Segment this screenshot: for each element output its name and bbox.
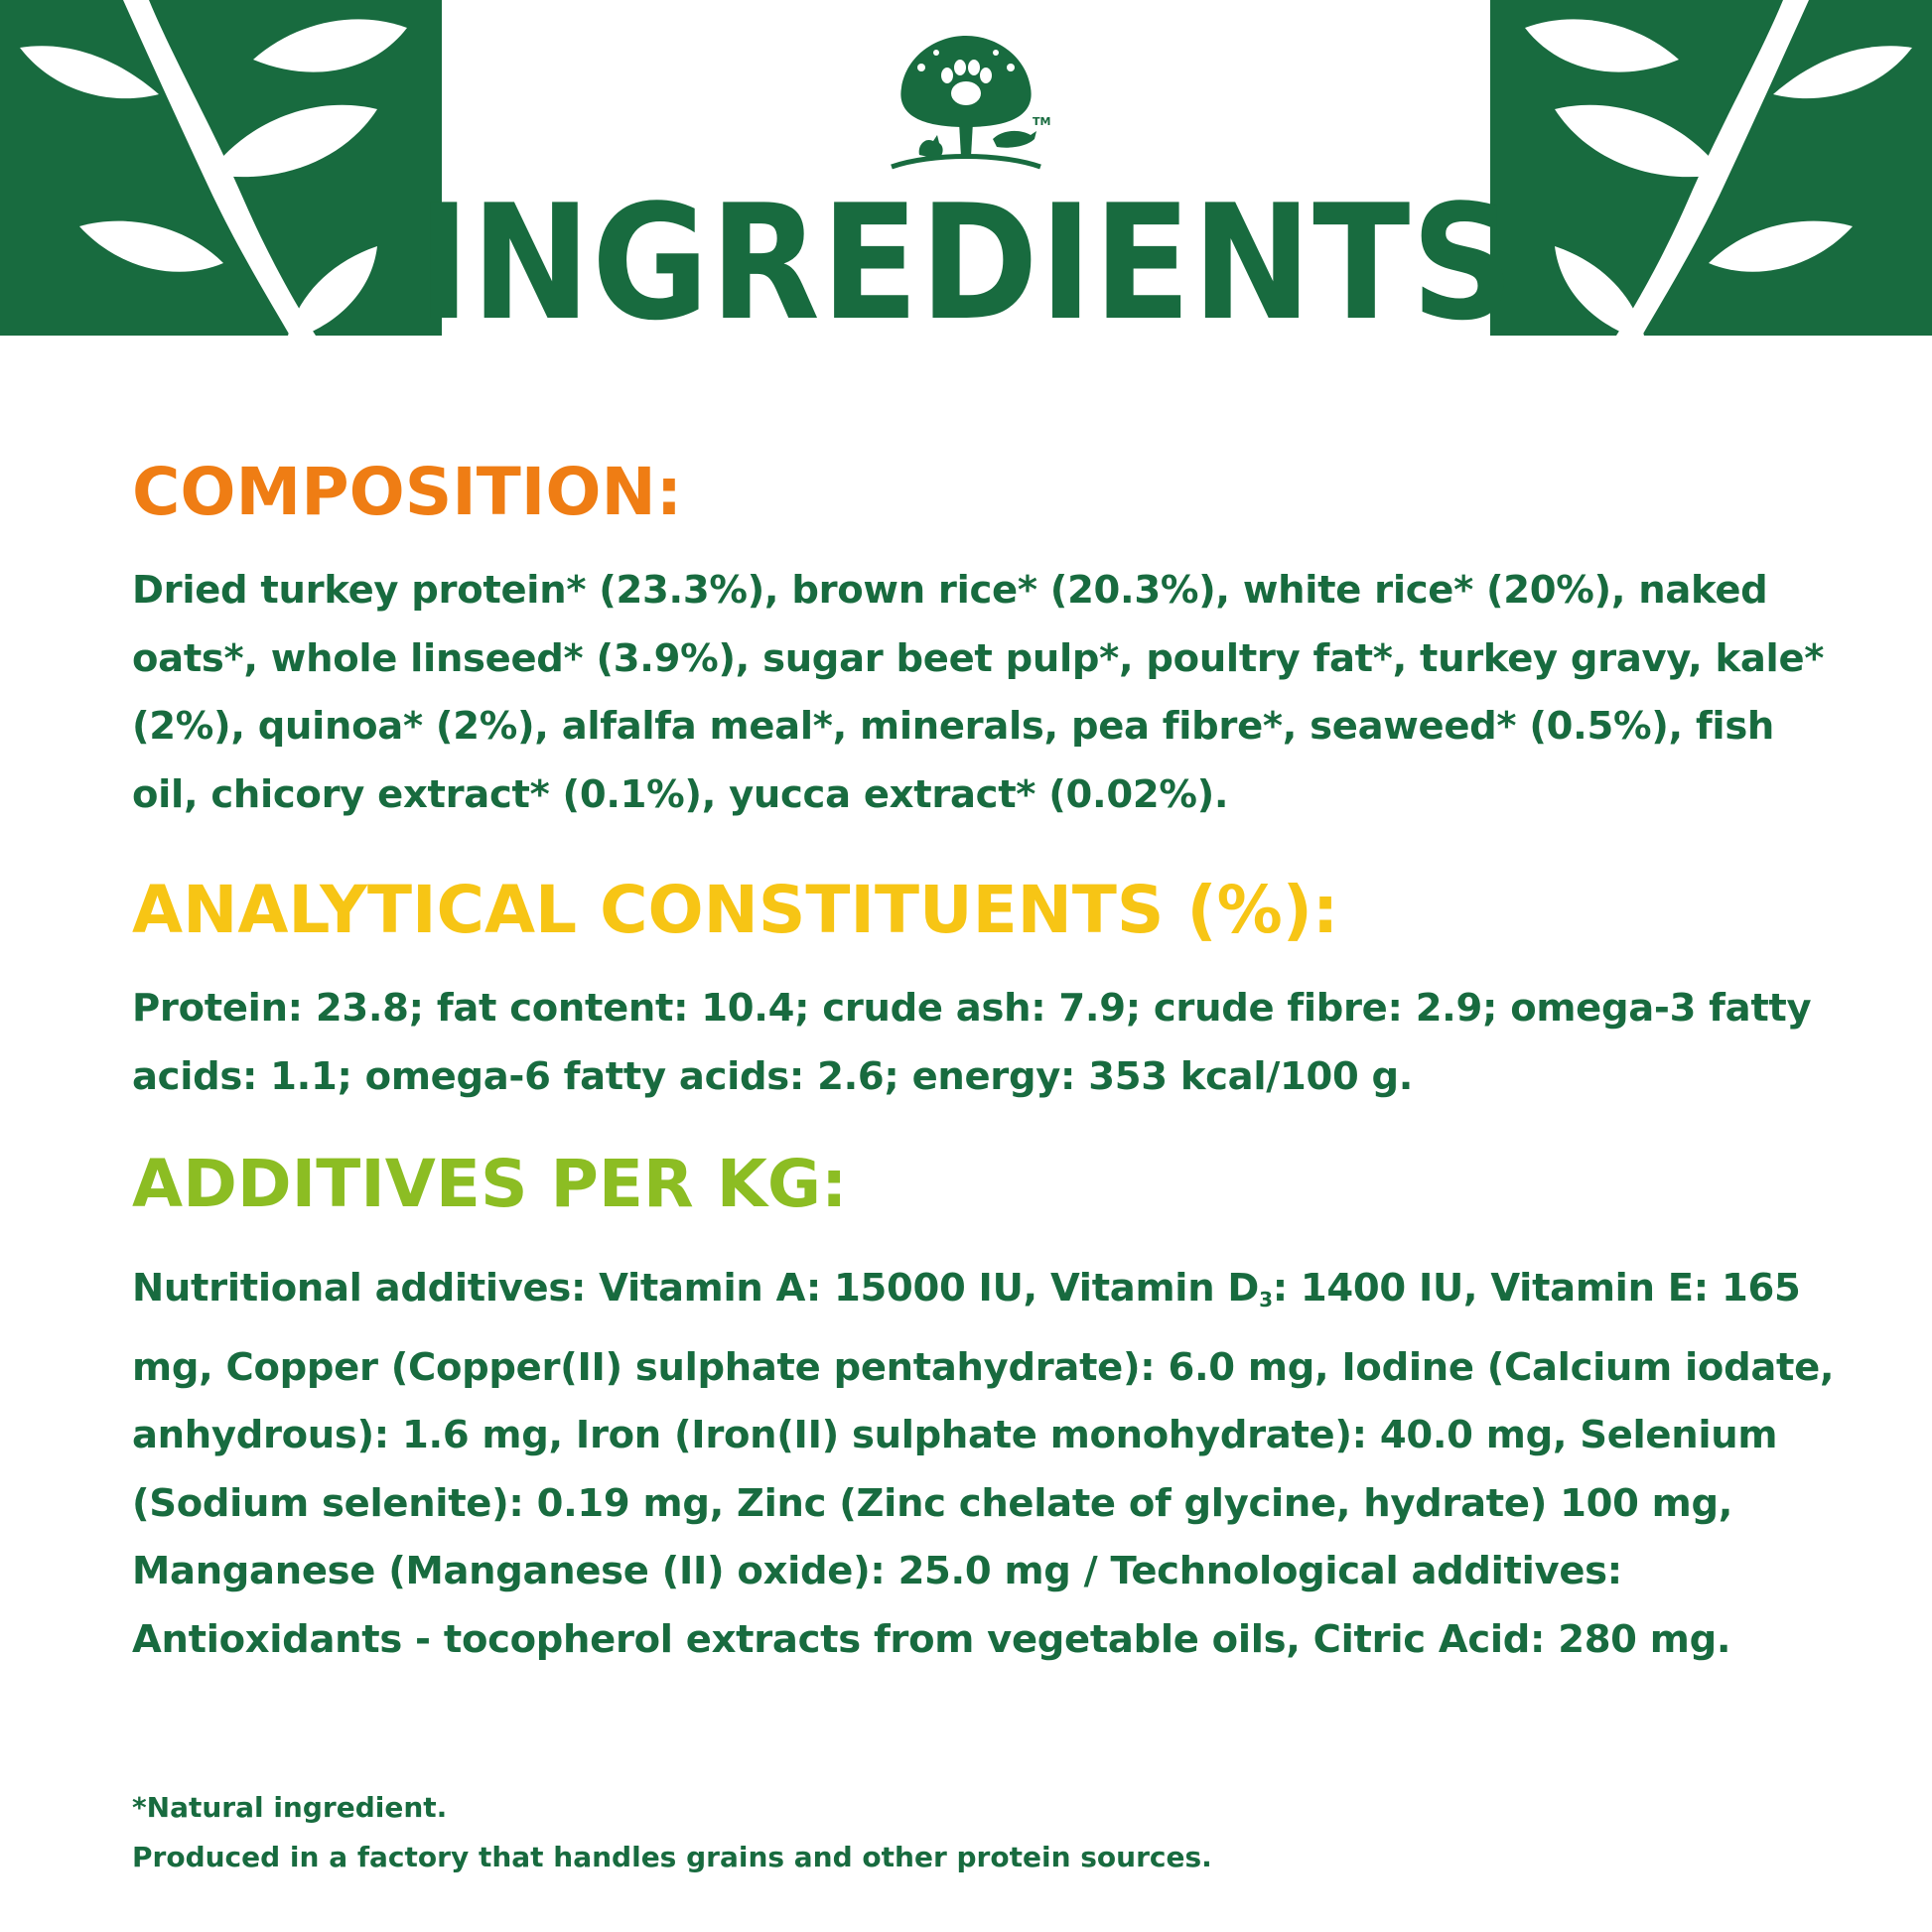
tree-paw-logo-icon xyxy=(882,28,1050,179)
additives-text xyxy=(132,1255,1840,1674)
page-title: INGREDIENTS xyxy=(416,170,1516,355)
composition-text: Dried turkey protein* (23.3%), brown rice* (20.3%), white rice* (20%), naked oats*, whole linseed* (3.9%), sugar beet pulp*, poultry fat*, turkey gravy, kale* (2%), quinoa* (2%), alfalfa meal*, minerals, pea fibre*, seaweed* (0.5%), fish oil, chicory extract* (0.1%), yucca extract* (0.02%). xyxy=(132,568,1825,817)
vitamin-d-subscript: 3 xyxy=(1259,1288,1273,1311)
trademark: TM xyxy=(1033,115,1050,128)
header xyxy=(0,0,1932,355)
factory-note: Produced in a factory that handles grains and other protein sources. xyxy=(132,1841,1212,1873)
additives-section xyxy=(132,1146,1840,1674)
footnotes xyxy=(132,1783,1840,1882)
additives-text-part1: Nutritional additives: Vitamin A: 15000 IU, Vitamin D xyxy=(132,1266,1260,1311)
natural-ingredient-note: *Natural ingredient. xyxy=(132,1791,448,1824)
analytical-constituents-heading: ANALYTICAL CONSTITUENTS (%): xyxy=(132,872,1339,948)
composition-heading: COMPOSITION: xyxy=(132,454,683,530)
analytical-constituents-section xyxy=(132,872,1840,1111)
additives-heading: ADDITIVES PER KG: xyxy=(132,1146,848,1222)
additives-text-part2: : 1400 IU, Vitamin E: 165 mg, Copper (Copper(II) sulphate pentahydrate): 6.0 mg, Iodine (Calcium iodate, anhydrous): 1.6 mg, Iron (Iron(II) sulphate monohydrate): 40.0 mg, Selenium (Sodium selenite): 0.19 mg, Zinc (Zinc chelate of glycine, hydrate) 100 mg, Manganese (Manganese (II) oxide): 25.0 mg / Technological additives: Antioxidants - tocopherol extracts from vegetable oils, Citric Acid: 280 mg. xyxy=(132,1266,1835,1662)
analytical-constituents-text: Protein: 23.8; fat content: 10.4; crude ash: 7.9; crude fibre: 2.9; omega-3 fatty acids: 1.1; omega-6 fatty acids: 2.6; energy: 353 kcal/100 g. xyxy=(132,986,1812,1099)
composition-section xyxy=(132,454,1840,829)
